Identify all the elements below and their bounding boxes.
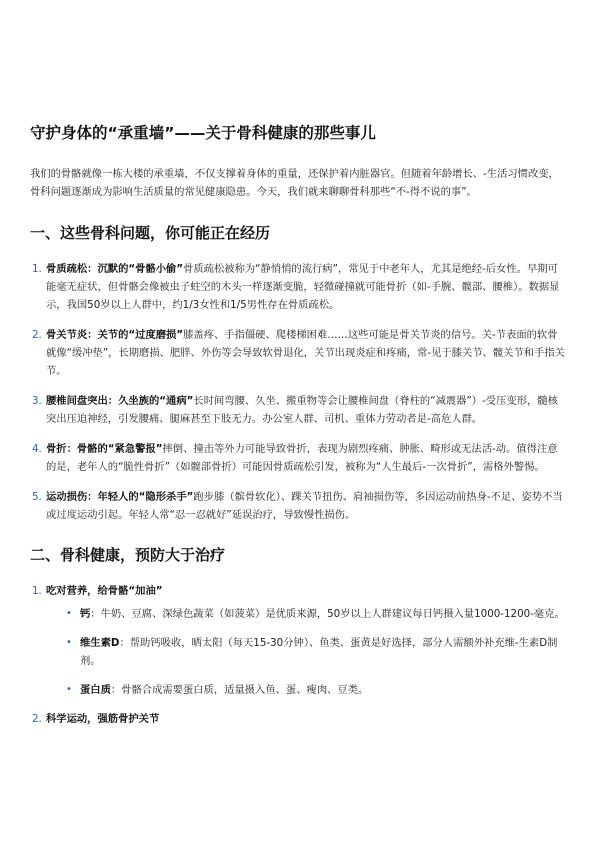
- item-lead: 腰椎间盘突出：久坐族的“通病”: [46, 395, 194, 407]
- list-number: 4.: [32, 443, 42, 455]
- nutrient-body: ：牛奶、豆腐、深绿色蔬菜（如菠菜）是优质来源，50岁以上人群建议每日钙摄入量1000-1200-毫克。: [90, 608, 565, 620]
- item-lead: 骨折：骨骼的“紧急警报”: [46, 443, 163, 455]
- item-body: 摔倒、撞击等外力可能导致骨折，表现为剧烈疼痛、肿胀、畸形或无法活-动。值得注意的是，老年人的“脆性骨折”（如髋部骨折）可能因骨质疏松引发，被称为“人生最后-一次骨折”，需格外警惕。: [46, 443, 558, 473]
- bullet-icon: •: [66, 608, 72, 619]
- section-heading-prevention: 二、骨科健康，预防大于治疗: [30, 546, 226, 564]
- item-body: 骨质疏松被称为“静悄悄的流行病”，常见于中老年人，尤其是绝经-后女性。早期可能毫无症状，但骨骼会像被虫子蛀空的木头一样逐渐变脆，轻微碰撞就可能骨折（如-手腕、髋部、腰椎）。数据显示，我国50岁以上人群中，约1/3女性和1/5男性存在骨质疏松。: [46, 263, 560, 311]
- item-body: 膝盖疼、手指僵硬、爬楼梯困难……这些可能是骨关节炎的信号。关-节表面的软骨就像“缓冲垫”，长期磨损、肥胖、外伤等会导致软骨退化，关节出现炎症和疼痛，常-见于膝关节、髋关节和手指关节。: [46, 329, 565, 377]
- nutrient-body: ：骨骼合成需要蛋白质，适量摄入鱼、蛋、瘦肉、豆类。: [110, 684, 369, 696]
- list-item: [30, 710, 567, 728]
- list-item: [30, 488, 567, 524]
- section-heading-problems: 一、这些骨科问题，你可能正在经历: [30, 224, 271, 242]
- bullet-icon: •: [66, 684, 72, 695]
- nutrient-term: 维生素D: [80, 637, 120, 649]
- nutrient-body: ：帮助钙吸收，晒太阳（每天15-30分钟）、鱼类、蛋黄是好选择，部分人需额外补充维-生素D制剂。: [80, 637, 558, 667]
- list-item: [30, 260, 567, 314]
- item-body: 跑步膝（髌骨软化）、踝关节扭伤、肩袖损伤等，多因运动前热身-不足、姿势不当或过度运动引起。年轻人常“忍一忍就好”延误治疗，导致慢性损伤。: [46, 491, 563, 521]
- list-item: [30, 440, 567, 476]
- list-item: [30, 326, 567, 380]
- list-number: 5.: [32, 491, 42, 503]
- prevention-section: [30, 545, 567, 728]
- nutrient-term: 钙: [80, 608, 91, 620]
- list-number: 2.: [32, 713, 42, 725]
- item-lead: 骨关节炎：关节的“过度磨损”: [46, 329, 184, 341]
- list-number: 1.: [32, 263, 42, 275]
- list-number: 3.: [32, 395, 42, 407]
- item-lead: 科学运动，强筋骨护关节: [46, 713, 160, 725]
- item-lead: 吃对营养，给骨骼“加油”: [46, 585, 163, 597]
- sub-list-item: [46, 634, 567, 670]
- bullet-icon: •: [66, 637, 72, 648]
- item-lead: 骨质疏松：沉默的“骨骼小偷”: [46, 263, 184, 275]
- prevention-list: [30, 582, 567, 728]
- nutrient-term: 蛋白质: [80, 684, 111, 696]
- problems-list: [30, 260, 567, 524]
- item-body: 长时间弯腰、久坐、搬重物等会让腰椎间盘（脊柱的“减震器”）-受压变形，髓核突出压迫神经，引发腰痛、腿麻甚至下肢无力。办公室人群、司机、重体力劳动者是-高危人群。: [46, 395, 558, 425]
- list-item: [30, 582, 567, 699]
- item-lead: 运动损伤：年轻人的“隐形杀手”: [46, 491, 194, 503]
- nutrition-sublist: [46, 605, 567, 699]
- sub-list-item: [46, 605, 567, 623]
- page-title: 守护身体的“承重墙”——关于骨科健康的那些事儿: [30, 124, 376, 142]
- list-item: [30, 392, 567, 428]
- list-number: 1.: [32, 585, 42, 597]
- intro-paragraph: 我们的骨骼就像一栋大楼的承重墙，不仅支撑着身体的重量，还保护着内脏器官。但随着年龄增长、-生活习惯改变，骨科问题逐渐成为影响生活质量的常见健康隐患。今天，我们就来聊聊骨科那些“不-得不说的事”。: [30, 168, 559, 198]
- sub-list-item: [46, 681, 567, 699]
- list-number: 2.: [32, 329, 42, 341]
